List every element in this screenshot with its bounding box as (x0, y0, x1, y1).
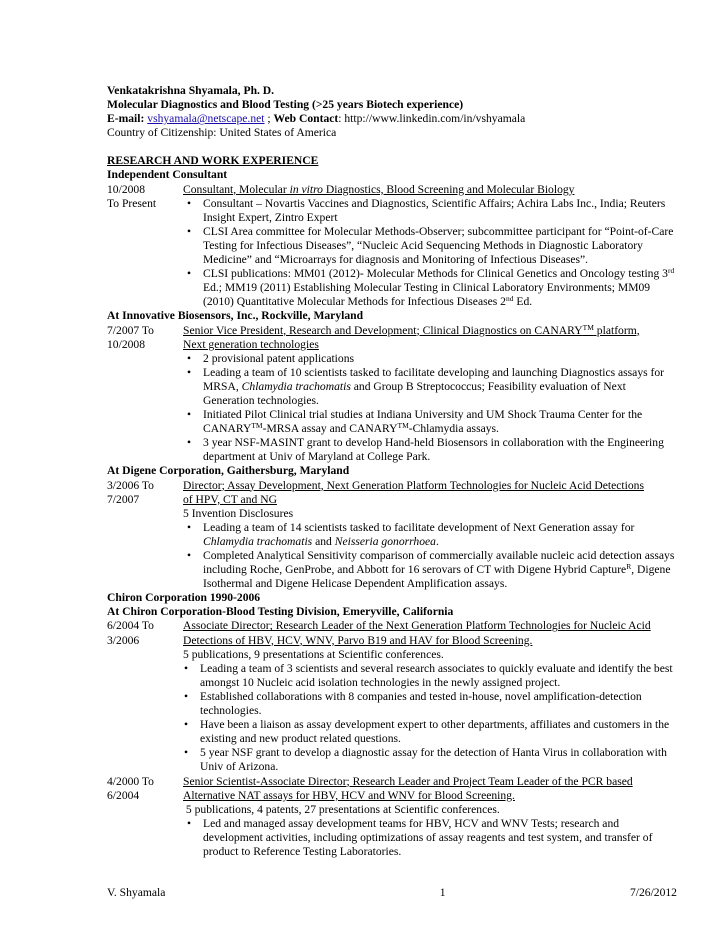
org-heading: Chiron Corporation 1990-2006 (107, 591, 261, 605)
footer-page-number: 1 (439, 886, 446, 899)
entry-title-line2: Next generation technologies (183, 337, 319, 351)
list-item: • Initiated Pilot Clinical trial studies at Indiana University and UM Shock Trauma Center for the CANARY™-MRSA assay and CANARY™-Chlamydia assays. (183, 408, 677, 436)
list-item: • CLSI publications: MM01 (2012)- Molecular Methods for Clinical Genetics and Oncology testing 3rd Ed.; MM19 (2011) Establishing Molecular Testing in Clinical Laboratory Environments; MM09 (2010) Quantitative Molecular Methods for Infectious Diseases 2nd Ed. (183, 267, 677, 309)
entry-title: Senior Vice President, Research and Development; Clinical Diagnostics on CANARY™ platform, (183, 322, 640, 337)
entry-dates: 6/2004 To 3/2006 (107, 619, 154, 647)
page-footer (107, 886, 677, 900)
entry-dates: 4/2000 To 6/2004 (107, 774, 154, 802)
experience-entry (107, 183, 677, 310)
org-heading: Independent Consultant (107, 168, 228, 182)
entry-dates: 10/2008 To Present (107, 182, 157, 210)
experience-entry (107, 479, 677, 592)
list-item: • Leading a team of 14 scientists tasked to facilitate development of Next Generation assay for Chlamydia trachomatis and Neisseria gonorrhoea. (183, 521, 677, 549)
entry-summary: 5 Invention Disclosures (183, 506, 294, 520)
entry-dates: 7/2007 To 10/2008 (107, 323, 154, 351)
entry-title-line2: Alternative NAT assays for HBV, HCV and WNV for Blood Screening. (183, 788, 515, 802)
entry-title-line2: of HPV, CT and NG (183, 492, 277, 506)
entry-title: Senior Scientist-Associate Director; Research Leader and Project Team Leader of the PCR based (183, 774, 633, 788)
list-item: • 3 year NSF-MASINT grant to develop Hand-held Biosensors in collaboration with the Engineering department at Univ of Maryland at College Park. (183, 436, 677, 464)
list-item: • Established collaborations with 8 companies and tested in-house, novel amplification-detection technologies. (183, 690, 677, 718)
experience-entry (107, 324, 677, 465)
email-link[interactable]: vshyamala@netscape.net (147, 112, 265, 126)
list-item: • CLSI Area committee for Molecular Methods-Observer; subcommittee participant for “Point-of-Care Testing for Infectious Diseases”, “Nucleic Acid Sequencing Methods in Diagnostic Laboratory Medicine” and “Microarrays for diagnosis and Monitoring of Infectious Diseases”. (183, 225, 677, 267)
candidate-subtitle: Molecular Diagnostics and Blood Testing (>25 years Biotech experience) (107, 98, 464, 112)
web-url: : http://www.linkedin.com/in/vshyamala (338, 112, 526, 126)
experience-entry (107, 619, 677, 774)
resume-page (107, 84, 677, 859)
web-label: Web Contact (273, 112, 339, 126)
list-item: • Consultant – Novartis Vaccines and Diagnostics, Scientific Affairs; Achira Labs Inc., India; Reuters Insight Expert, Zintro Expert (183, 197, 677, 225)
entry-summary: 5 publications, 4 patents, 27 presentations at Scientific conferences. (183, 802, 500, 816)
entry-title: Associate Director; Research Leader of the Next Generation Platform Technologies for Nucleic Acid (183, 619, 651, 633)
list-item: • Leading a team of 3 scientists and several research associates to quickly evaluate and identify the best amongst 10 Nucleic acid isolation technologies in the newly assigned project. (183, 662, 677, 690)
list-item: • 2 provisional patent applications (183, 352, 677, 366)
entry-title: Director; Assay Development, Next Generation Platform Technologies for Nucleic Acid Detections (183, 478, 644, 492)
contact-line: E-mail: vshyamala@netscape.net ; Web Contact: http://www.linkedin.com/in/vshyamala (107, 112, 526, 126)
entry-dates: 3/2006 To 7/2007 (107, 478, 154, 506)
org-heading: At Innovative Biosensors, Inc., Rockville, Maryland (107, 309, 364, 323)
section-title: RESEARCH AND WORK EXPERIENCE (107, 154, 319, 168)
list-item: • Led and managed assay development teams for HBV, HCV and WNV Tests; research and development activities, including optimizations of assay reagents and test system, and transfer of product to Reference Testing Laboratories. (183, 817, 677, 859)
candidate-name: Venkatakrishna Shyamala, Ph. D. (107, 84, 275, 97)
list-item: • Leading a team of 10 scientists tasked to facilitate developing and launching Diagnostics assays for MRSA, Chlamydia trachomatis and Group B Streptococcus; Feasibility evaluation of Next Generation technologies. (183, 366, 677, 408)
org-heading: At Digene Corporation, Gaithersburg, Maryland (107, 464, 350, 478)
list-item: • 5 year NSF grant to develop a diagnostic assay for the detection of Hanta Virus in collaboration with Univ of Arizona. (183, 746, 677, 774)
org-subheading: At Chiron Corporation-Blood Testing Division, Emeryville, California (107, 605, 454, 619)
list-item: • Have been a liaison as assay development expert to other departments, affiliates and customers in the existing and new product related questions. (183, 718, 677, 746)
list-item: • Completed Analytical Sensitivity comparison of commercially available nucleic acid detection assays including Roche, GenProbe, and Abbott for 16 serovars of CT with Digene Hybrid Capture$^R$, Digene Isothermal and Digene Helicase Dependent Amplification assays. (183, 549, 677, 591)
entry-summary: 5 publications, 9 presentations at Scientific conferences. (183, 647, 444, 661)
experience-entry (107, 775, 677, 860)
entry-title: Consultant, Molecular in vitro Diagnostics, Blood Screening and Molecular Biology (183, 182, 575, 196)
entry-title-line2: Detections of HBV, HCV, WNV, Parvo B19 and HAV for Blood Screening. (183, 633, 533, 647)
email-label: E-mail: (107, 112, 145, 126)
footer-author: V. Shyamala (107, 886, 166, 899)
footer-date: 7/26/2012 (629, 886, 677, 899)
citizenship: Country of Citizenship: United States of America (107, 126, 337, 140)
